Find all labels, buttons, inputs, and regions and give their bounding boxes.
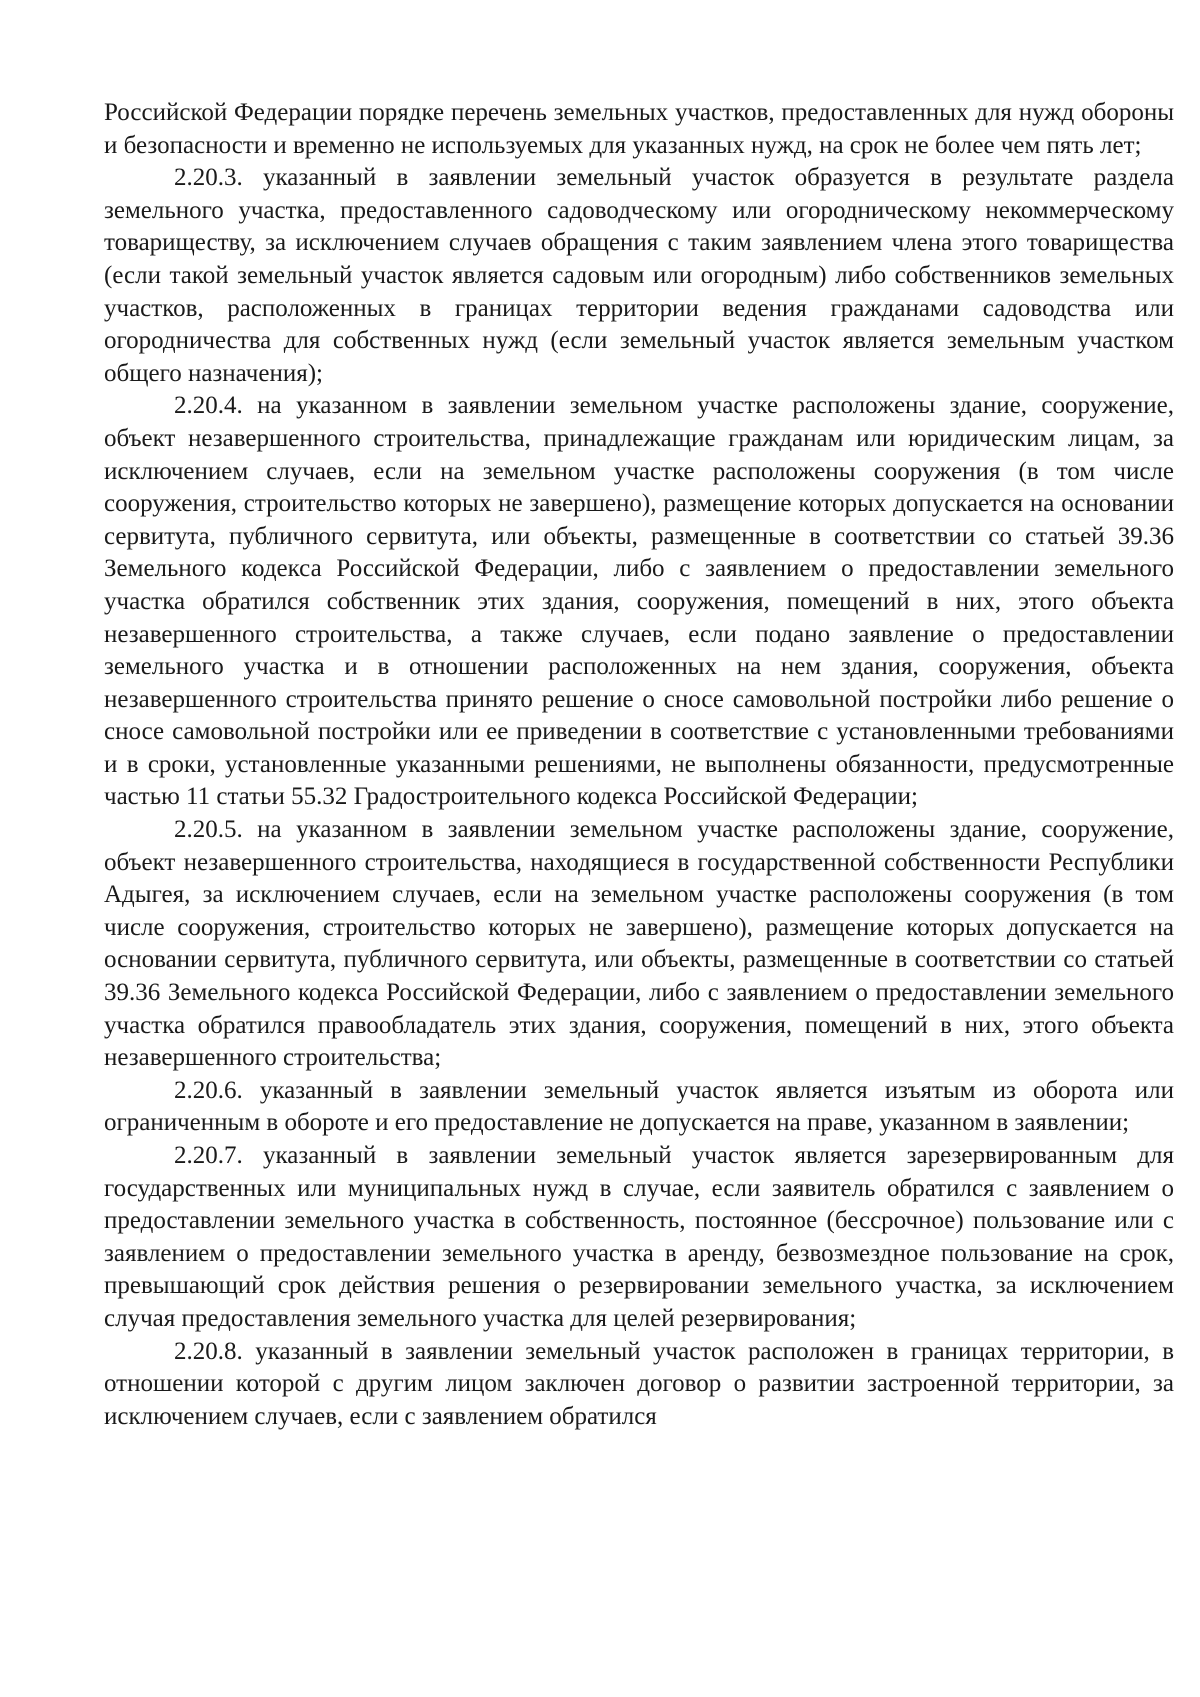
paragraph-continuation: Российской Федерации порядке перечень земельных участков, предоставленных для нужд обороны и безопасности и временно не используемых для указанных нужд, на срок не более чем пять лет;: [104, 99, 1174, 159]
paragraph-2-20-7: 2.20.7. указанный в заявлении земельный участок является зарезервированным для государственных или муниципальных нужд в случае, если заявитель обратился с заявлением о предоставлении земельного участка в собственность, постоянное (бессрочное) пользование или с заявлением о предоставлении земельного участка в аренду, безвозмездное пользование на срок, превышающий срок действия решения о резервировании земельного участка, за исключением случая предоставления земельного участка для целей резервирования;: [104, 1142, 1174, 1332]
document-body: [104, 97, 1174, 1433]
paragraph-2-20-6: 2.20.6. указанный в заявлении земельный участок является изъятым из оборота или ограниченным в обороте и его предоставление не допускается на праве, указанном в заявлении;: [104, 1076, 1174, 1137]
paragraph-2-20-8: 2.20.8. указанный в заявлении земельный участок расположен в границах территории, в отношении которой с другим лицом заключен договор о развитии застроенной территории, за исключением случаев, если с заявлением обратился: [104, 1337, 1174, 1430]
paragraph-2-20-4: 2.20.4. на указанном в заявлении земельном участке расположены здание, сооружение, объект незавершенного строительства, принадлежащие гражданам или юридическим лицам, за исключением случаев, если на земельном участке расположены сооружения (в том числе сооружения, строительство которых не завершено), размещение которых допускается на основании сервитута, публичного сервитута, или объекты, размещенные в соответствии со статьей 39.36 Земельного кодекса Российской Федерации, либо с заявлением о предоставлении земельного участка обратился собственник этих здания, сооружения, помещений в них, этого объекта незавершенного строительства, а также случаев, если подано заявление о предоставлении земельного участка и в отношении расположенных на нем здания, сооружения, объекта незавершенного строительства принято решение о сносе самовольной постройки либо решение о сносе самовольной постройки или ее приведении в соответствие с установленными требованиями и в сроки, установленные указанными решениями, не выполнены обязанности, предусмотренные частью 11 статьи 55.32 Градостроительного кодекса Российской Федерации;: [104, 392, 1174, 811]
paragraph-2-20-5: 2.20.5. на указанном в заявлении земельном участке расположены здание, сооружение, объект незавершенного строительства, находящиеся в государственной собственности Республики Адыгея, за исключением случаев, если на земельном участке расположены сооружения (в том числе сооружения, строительство которых не завершено), размещение которых допускается на основании сервитута, публичного сервитута, или объекты, размещенные в соответствии со статьей 39.36 Земельного кодекса Российской Федерации, либо с заявлением о предоставлении земельного участка обратился правообладатель этих здания, сооружения, помещений в них, этого объекта незавершенного строительства;: [104, 816, 1174, 1072]
paragraph-2-20-3: 2.20.3. указанный в заявлении земельный участок образуется в результате раздела земельного участка, предоставленного садоводческому или огородническому некоммерческому товариществу, за исключением случаев обращения с таким заявлением члена этого товарищества (если такой земельный участок является садовым или огородным) либо собственников земельных участков, расположенных в границах территории ведения гражданами садоводства или огородничества для собственных нужд (если земельный участок является земельным участком общего назначения);: [104, 164, 1174, 387]
